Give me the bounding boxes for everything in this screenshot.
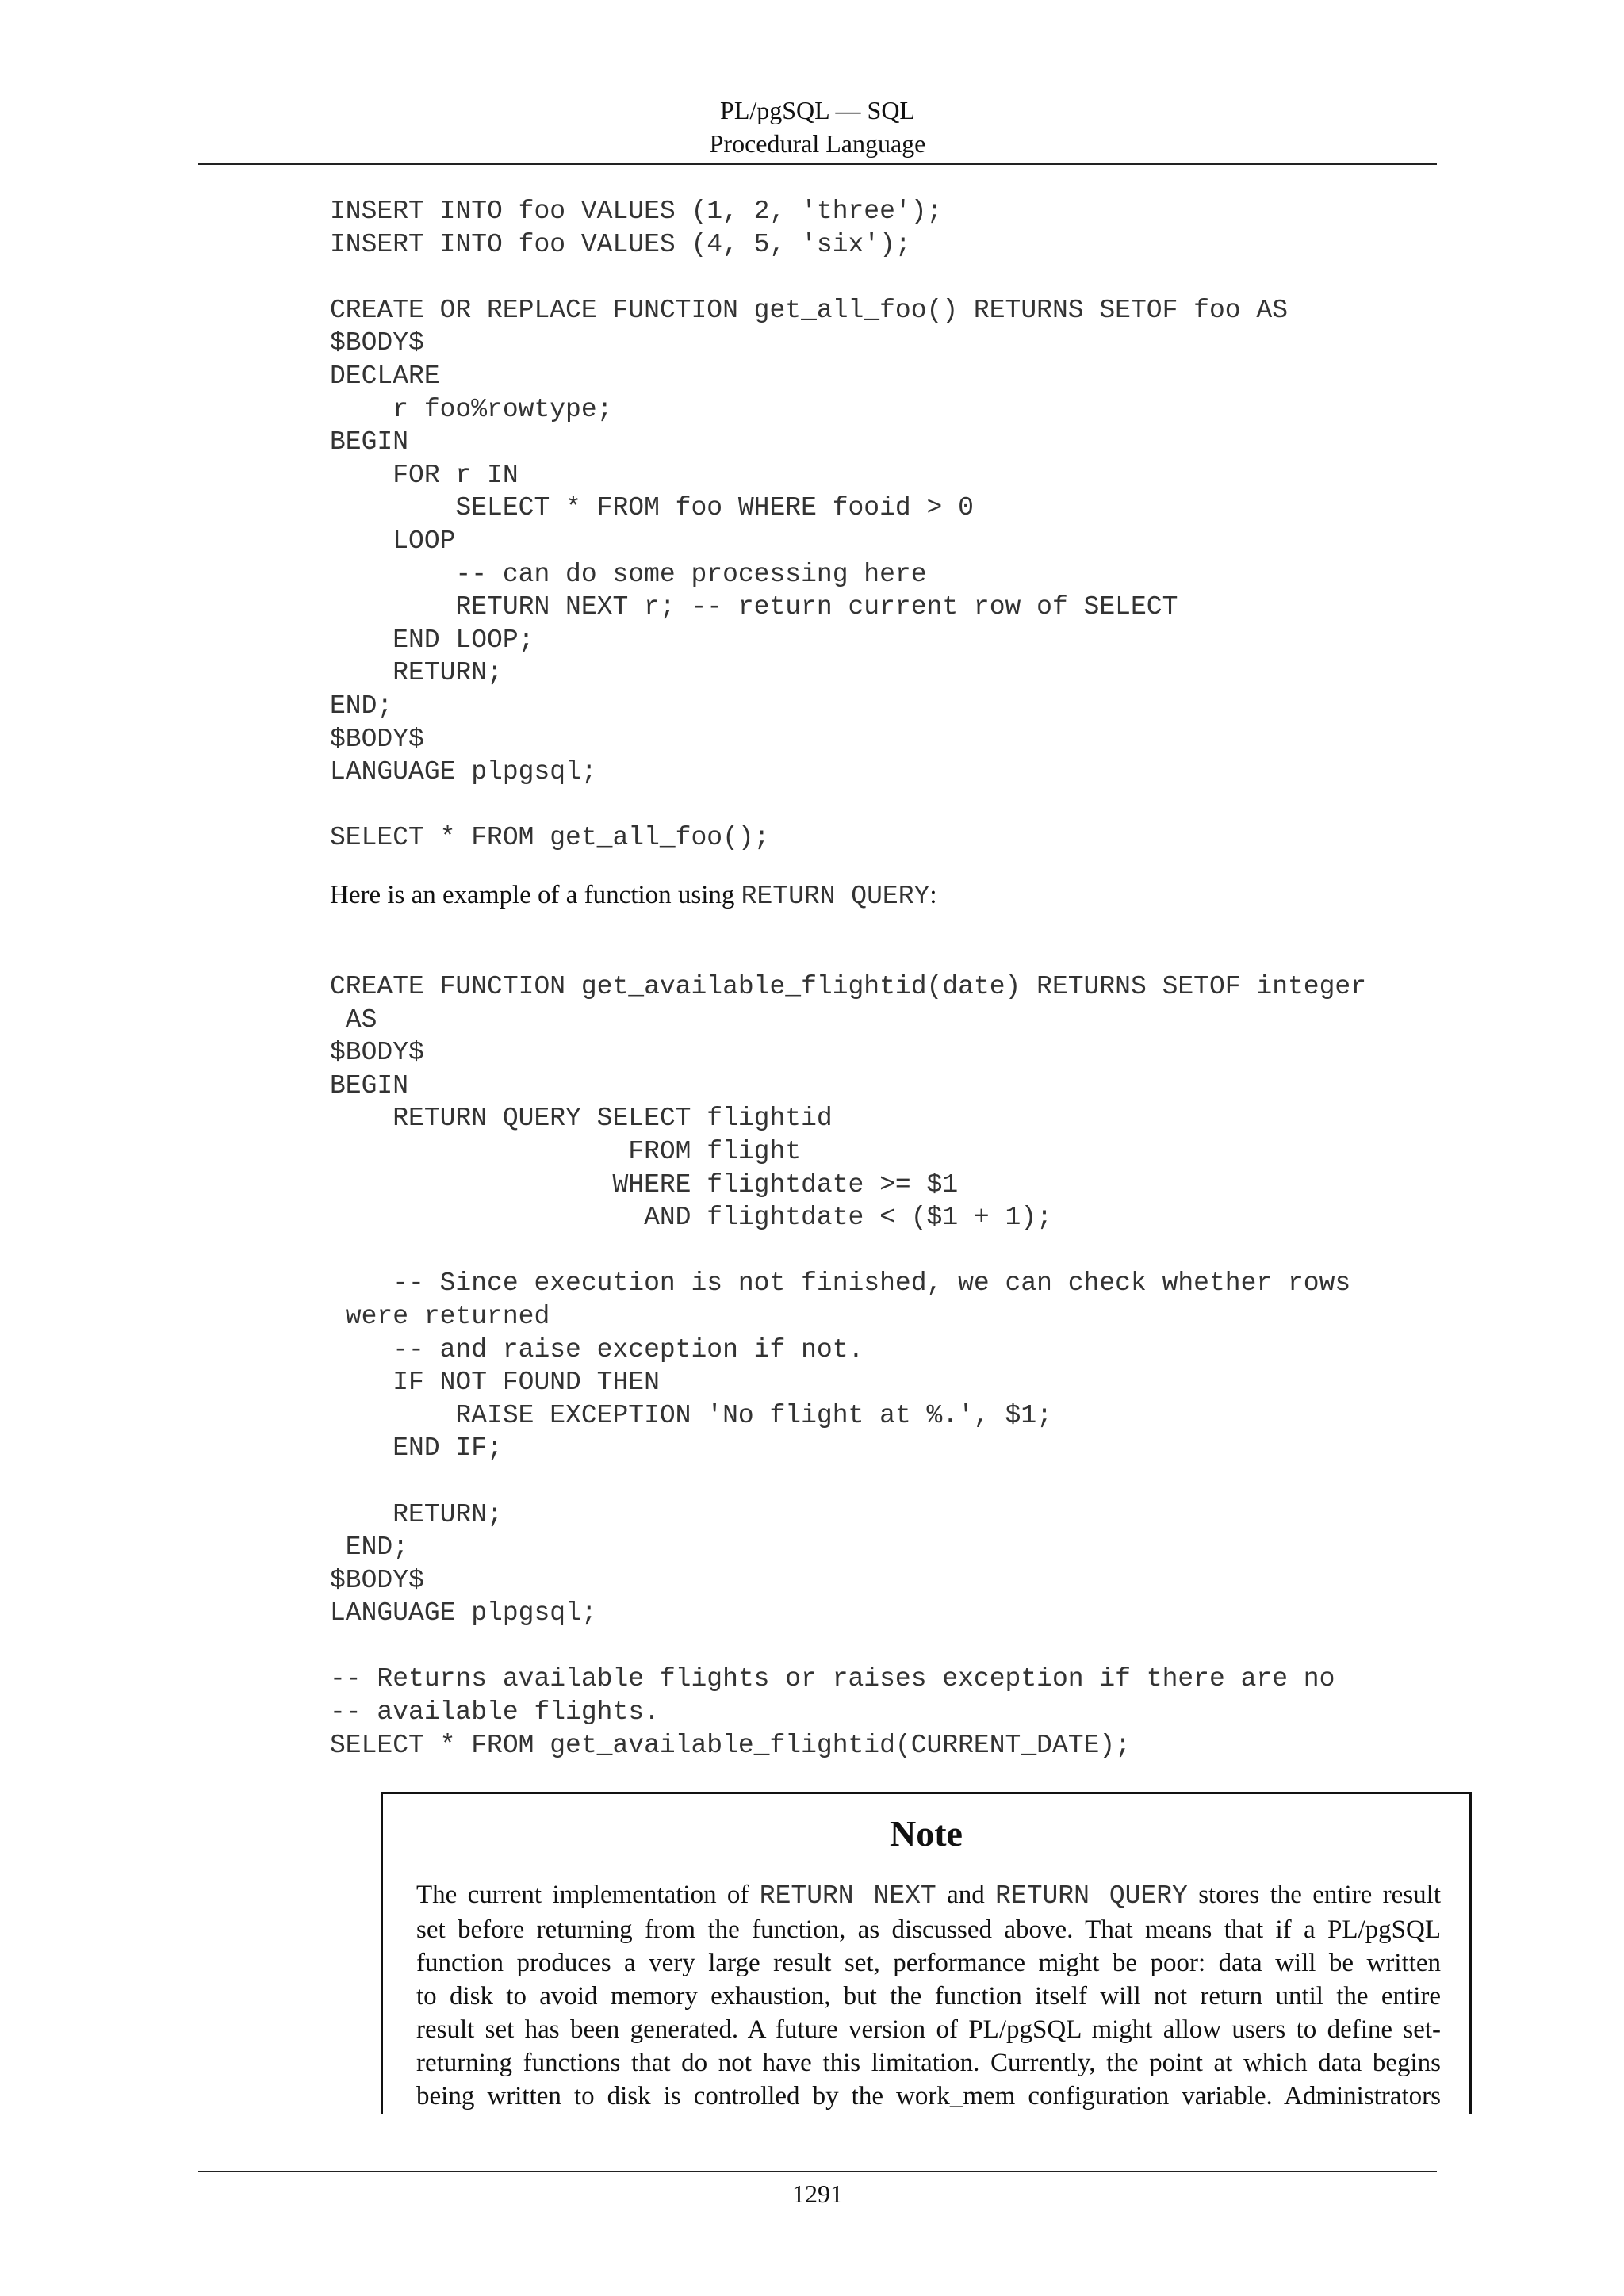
header-divider [198,163,1437,165]
inline-code-return-query: RETURN QUERY [741,882,930,911]
note-box [381,1792,1472,2114]
note-text: stores the entire result [1187,1881,1442,1909]
note-line: result set has been generated. A future version of PL/pgSQL might allow users to define set- [416,2015,1441,2044]
header-title-line1: PL/pgSQL — SQL [720,96,915,124]
paragraph-text-after: : [929,881,937,909]
code-block-get-all-foo: INSERT INTO foo VALUES (1, 2, 'three'); INSERT INTO foo VALUES (4, 5, 'six'); CREATE OR REPLACE FUNCTION get_all_foo() RETURNS SETOF foo AS $BODY$ DECLARE r foo%rowtype; BEGIN FOR r IN SELECT * FROM foo WHERE fooid > 0 LOOP -- can do some processing here RETURN NEXT r; -- return current row of SELECT END LOOP; RETURN; END; $BODY$ LANGUAGE plpgsql; SELECT * FROM get_all_foo(); [330,197,1288,853]
inline-code-return-query: RETURN QUERY [995,1881,1188,1911]
note-body [416,1878,1441,2113]
paragraph-text-before: Here is an example of a function using [330,881,741,909]
header-title-line2: Procedural Language [709,129,926,158]
note-title: Note [890,1813,963,1854]
note-line: to disk to avoid memory exhaustion, but the function itself will not return until the entire [416,1982,1441,2011]
note-line: function produces a very large result set, performance might be poor: data will be written [416,1949,1441,1977]
body-paragraph [330,878,936,913]
page-header [198,94,1437,160]
inline-code-return-next: RETURN NEXT [759,1881,936,1911]
note-line: being written to disk is controlled by the work_mem configuration variable. Administrators [416,2082,1441,2110]
page-number: 1291 [792,2179,843,2208]
footer-divider [198,2171,1437,2172]
note-line: set before returning from the function, as discussed above. That means that if a PL/pgSQL [416,1915,1441,1944]
note-line [416,1878,1441,1913]
code-block-get-available-flightid: CREATE FUNCTION get_available_flightid(date) RETURNS SETOF integer AS $BODY$ BEGIN RETURN QUERY SELECT flightid FROM flight WHERE flightdate >= $1 AND flightdate < ($1 + 1); -- Since execution is not finished, we can check whether rows were returned -- and raise exception if not. IF NOT FOUND THEN RAISE EXCEPTION 'No flight at %.', $1; END IF; RETURN; END; $BODY$ LANGUAGE plpgsql; -- Returns available flights or raises exception if there are no -- available flights. SELECT * FROM get_available_flightid(CURRENT_DATE); [330,972,1367,1760]
note-line: returning functions that do not have this limitation. Currently, the point at which data begins [416,2049,1441,2077]
note-text: The current implementation of [416,1881,760,1909]
note-text: and [936,1881,996,1909]
